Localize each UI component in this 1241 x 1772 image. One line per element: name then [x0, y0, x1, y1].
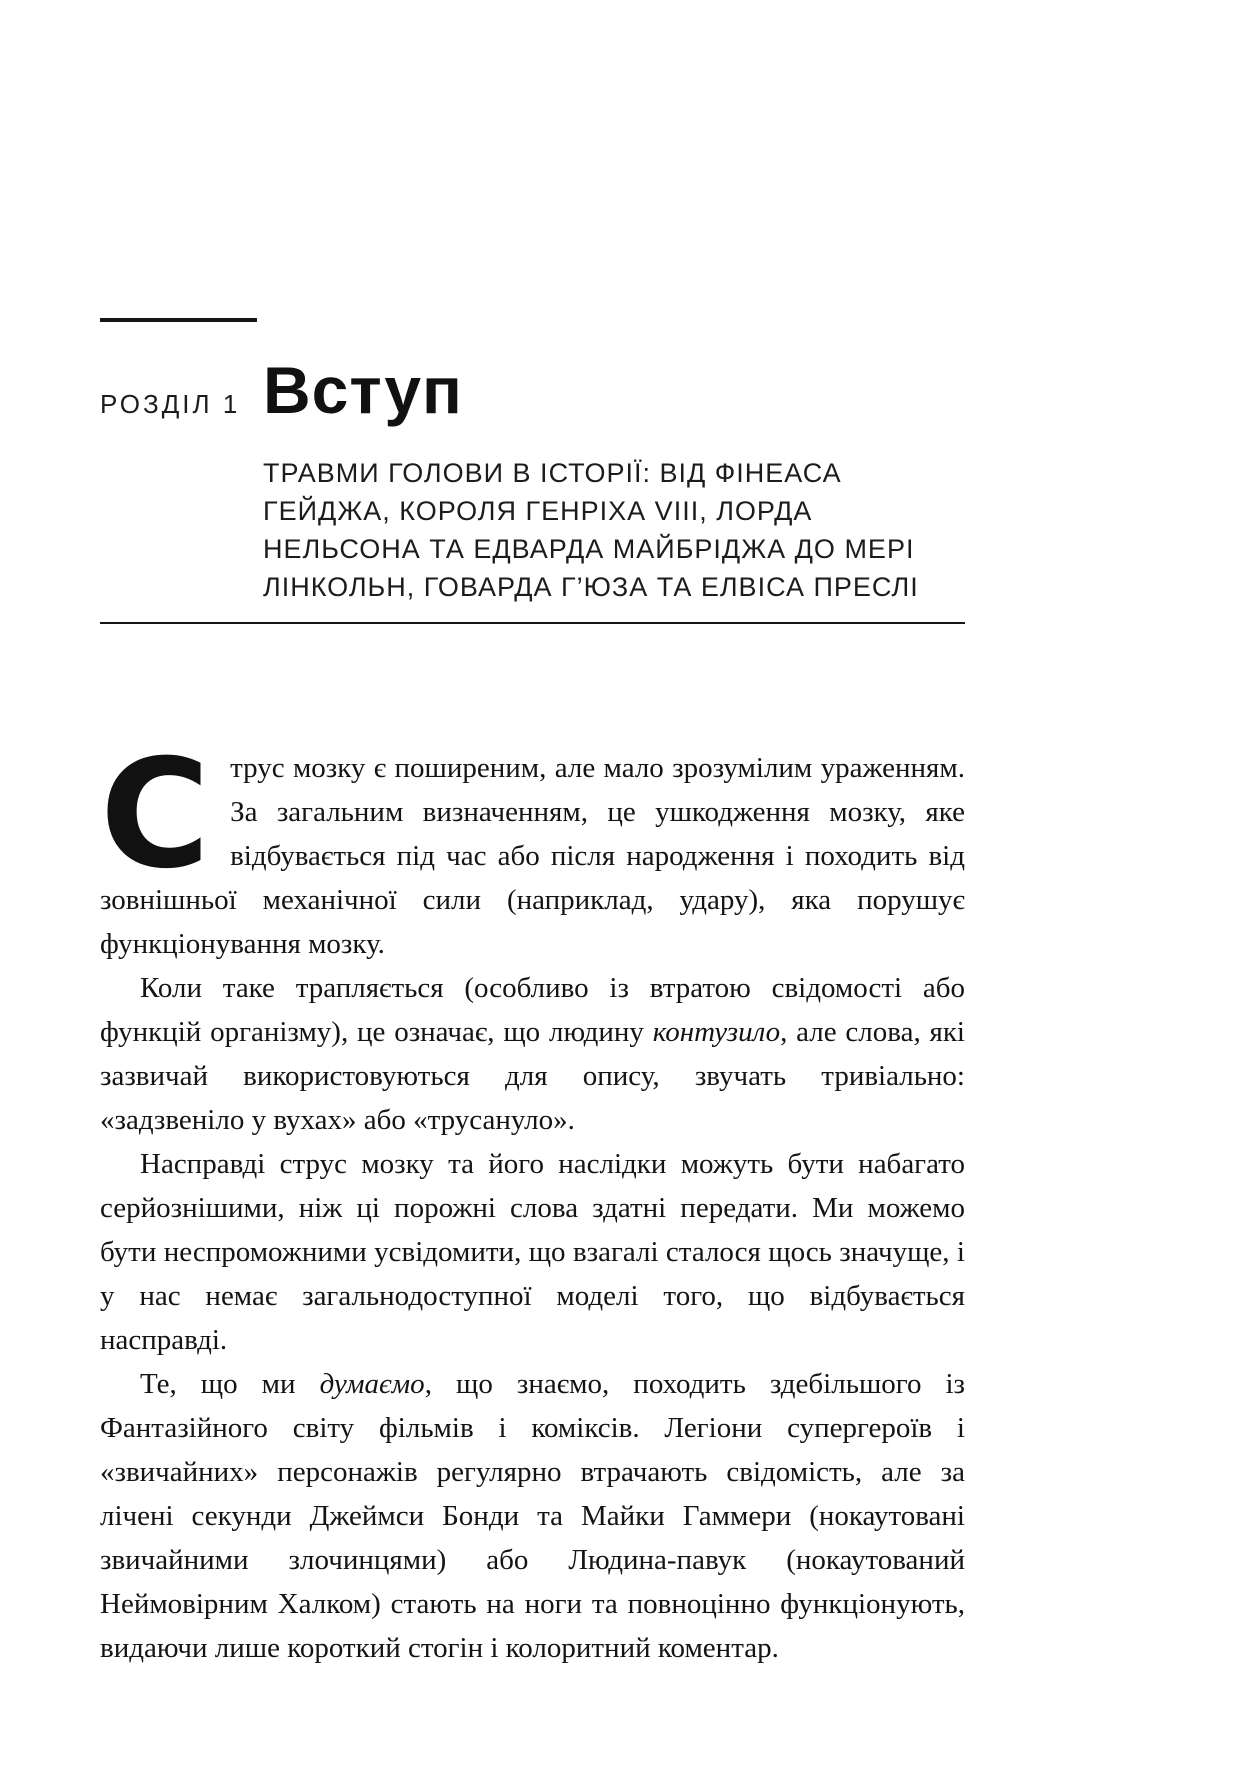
paragraph	[100, 728, 965, 966]
text-run: трус мозку є поширеним, але мало зрозумілим ураженням. За загальним визначенням, це ушкодження мозку, яке відбувається під час або після народження і походить від зовнішньої механічної сили (наприклад, удару), яка порушує функціонування мозку.	[100, 752, 965, 960]
paragraph	[100, 1362, 965, 1670]
chapter-title: Вступ	[263, 353, 463, 427]
body-text	[100, 728, 966, 1670]
emphasis-text: контузило	[652, 1016, 781, 1048]
chapter-label: РОЗДІЛ 1	[100, 389, 241, 419]
chapter-subtitle: ТРАВМИ ГОЛОВИ В ІСТОРІЇ: ВІД ФІНЕАСА ГЕЙДЖА, КОРОЛЯ ГЕНРІХА VIII, ЛОРДА НЕЛЬСОНА ТА ЕДВАРДА МАЙБРІДЖА ДО МЕРІ ЛІНКОЛЬН, ГОВАРДА Г’ЮЗА ТА ЕЛВІСА ПРЕСЛІ	[263, 458, 919, 602]
chapter-header	[100, 352, 965, 428]
paragraph	[100, 966, 965, 1142]
text-run: Те, що ми	[140, 1368, 320, 1400]
chapter-rule-top	[100, 318, 257, 322]
emphasis-text: думаємо	[319, 1368, 425, 1400]
text-run: Насправді струс мозку та його наслідки можуть бути набагато серйознішими, ніж ці порожні слова здатні передати. Ми можемо бути неспроможними усвідомити, що взагалі сталося щось значуще, і у нас немає загальнодоступної моделі того, що відбувається насправді.	[100, 1148, 965, 1356]
drop-cap: С	[100, 728, 211, 902]
page-content	[100, 0, 965, 1670]
text-run: , але слова, які зазвичай використовуються для опису, звучать тривіально: «задзвеніло у вухах» або «трусануло».	[100, 1016, 965, 1136]
section-divider-rule	[100, 622, 965, 624]
text-run: Коли таке трапляється (особливо із втратою свідомості або функцій організму), це означає, що людину	[100, 972, 965, 1048]
text-run: , що знаємо, походить здебільшого із Фантазійного світу фільмів і коміксів. Легіони супергероїв і «звичайних» персонажів регулярно втрачають свідомість, але за лічені секунди Джеймси Бонди та Майки Гаммери (нокаутовані звичайними злочинцями) або Людина-павук (нокаутований Неймовірним Халком) стають на ноги та повноцінно функціонують, видаючи лише короткий стогін і колоритний коментар.	[100, 1368, 966, 1664]
paragraph	[100, 1142, 965, 1362]
